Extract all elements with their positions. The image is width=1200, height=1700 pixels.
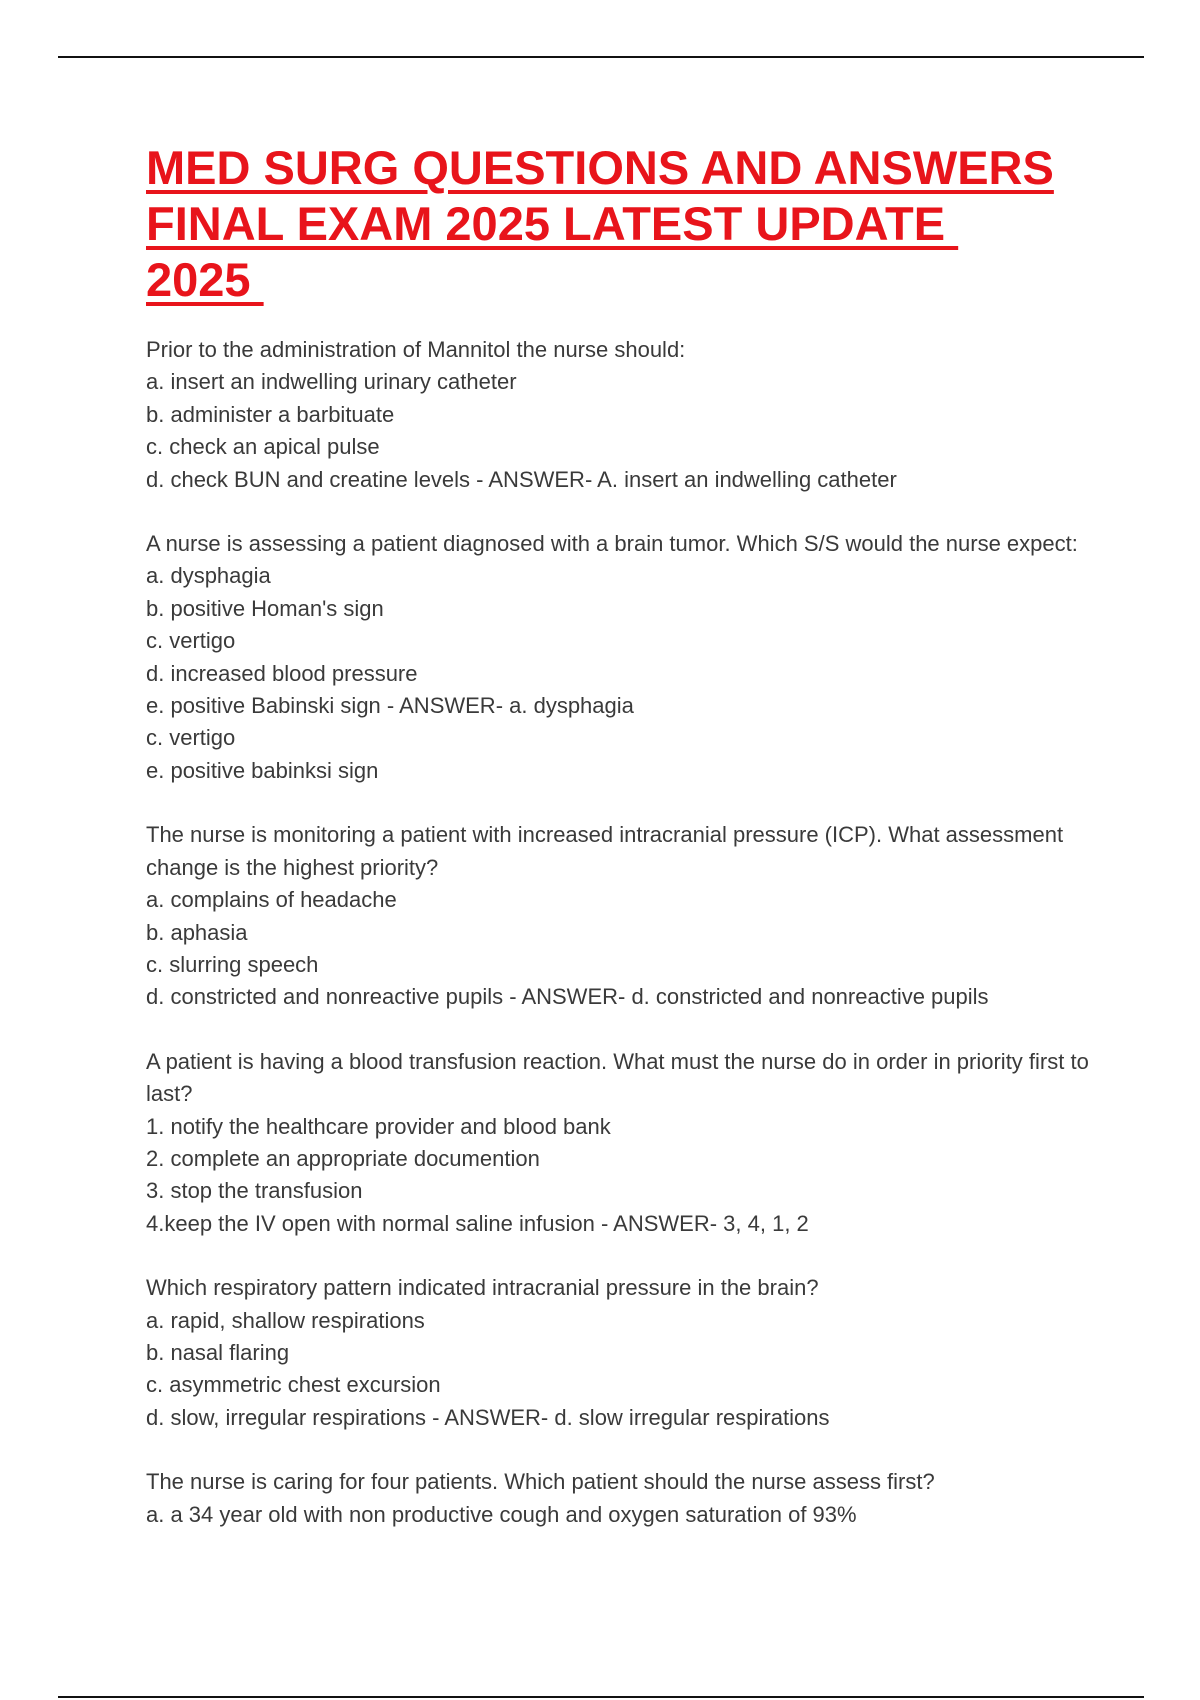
- question-line: c. asymmetric chest excursion: [146, 1372, 441, 1398]
- question-line: d. constricted and nonreactive pupils - ANSWER- d. constricted and nonreactive pupils: [146, 984, 989, 1010]
- question-line: 3. stop the transfusion: [146, 1178, 363, 1204]
- title-line: MED SURG QUESTIONS AND ANSWERS: [146, 141, 1054, 194]
- bottom-divider: [58, 1696, 1144, 1698]
- question-line: 1. notify the healthcare provider and blood bank: [146, 1113, 611, 1139]
- question-line: d. increased blood pressure: [146, 660, 418, 686]
- question-line: a. a 34 year old with non productive cough and oxygen saturation of 93%: [146, 1501, 857, 1527]
- question-block: [146, 1046, 1106, 1240]
- question-line: a. dysphagia: [146, 563, 271, 589]
- question-line: b. nasal flaring: [146, 1339, 290, 1365]
- question-line: c. check an apical pulse: [146, 434, 380, 460]
- question-line: b. aphasia: [146, 919, 248, 945]
- question-line: c. slurring speech: [146, 951, 319, 977]
- question-line: c. vertigo: [146, 725, 236, 751]
- question-stem: The nurse is caring for four patients. Which patient should the nurse assess first?: [146, 1469, 935, 1495]
- title-line: FINAL EXAM 2025 LATEST UPDATE: [146, 197, 959, 250]
- question-stem: A patient is having a blood transfusion reaction. What must the nurse do in order in priority first to last?: [146, 1048, 1089, 1107]
- question-line: 4.keep the IV open with normal saline infusion - ANSWER- 3, 4, 1, 2: [146, 1210, 809, 1236]
- page-content: [146, 140, 1106, 1563]
- question-line: 2. complete an appropriate documention: [146, 1145, 540, 1171]
- question-stem: Which respiratory pattern indicated intracranial pressure in the brain?: [146, 1275, 819, 1301]
- question-stem: Prior to the administration of Mannitol the nurse should:: [146, 337, 686, 362]
- question-line: e. positive babinksi sign: [146, 757, 379, 783]
- question-line: b. positive Homan's sign: [146, 595, 384, 621]
- question-line: d. check BUN and creatine levels - ANSWER- A. insert an indwelling catheter: [146, 466, 897, 492]
- question-line: b. administer a barbituate: [146, 401, 395, 427]
- question-line: a. rapid, shallow respirations: [146, 1307, 425, 1333]
- title-line: 2025: [146, 253, 264, 306]
- question-stem: A nurse is assessing a patient diagnosed with a brain tumor. Which S/S would the nurse expect:: [146, 531, 1078, 557]
- question-line: d. slow, irregular respirations - ANSWER- d. slow irregular respirations: [146, 1404, 830, 1430]
- question-line: c. vertigo: [146, 628, 236, 654]
- question-block: [146, 528, 1106, 787]
- question-line: a. insert an indwelling urinary catheter: [146, 369, 517, 395]
- top-divider: [58, 56, 1144, 58]
- question-block: [146, 334, 1106, 496]
- question-line: e. positive Babinski sign - ANSWER- a. dysphagia: [146, 693, 634, 719]
- document-title: [146, 140, 1106, 308]
- question-block: [146, 1466, 1106, 1531]
- question-block: [146, 1272, 1106, 1434]
- question-stem: The nurse is monitoring a patient with increased intracranial pressure (ICP). What assessment change is the highest priority?: [146, 822, 1064, 880]
- question-block: [146, 819, 1106, 1013]
- question-line: a. complains of headache: [146, 887, 397, 913]
